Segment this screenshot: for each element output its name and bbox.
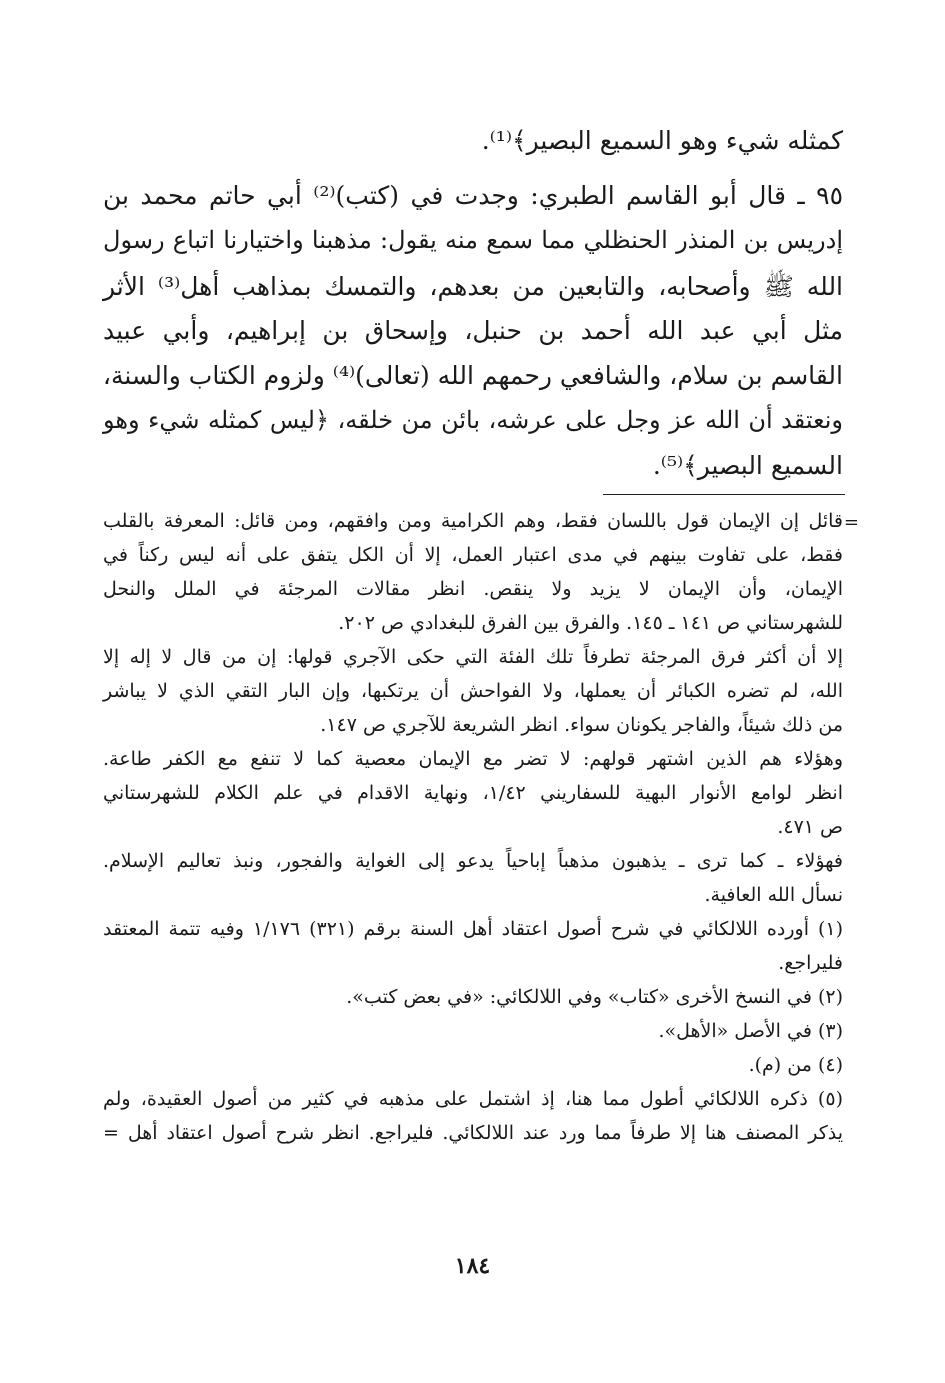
footnote-line: (٥) ذكره اللالكائي أطول مما هنا، إذ اشتمل على مذهبه في كثير من أصول العقيدة، ولم (103, 1088, 843, 1110)
footnote-line: (٤) من (م). (748, 1054, 843, 1076)
footnote-line: نسأل الله العافية. (704, 884, 843, 906)
footnote-line: من ذلك شيئاً، والفاجر يكونان سواء. انظر الشريعة للآجري ص ١٤٧. (320, 714, 843, 736)
footnote-line: يذكر المصنف هنا إلا طرفاً مما ورد عند اللالكائي. فليراجع. انظر شرح أصول اعتقاد أهل = (103, 1122, 843, 1144)
main-text-line: إدريس بن المنذر الحنظلي مما سمع منه يقول: مذهبنا واختيارنا اتباع رسول (103, 226, 843, 254)
main-text-line: مثل أبي عبد الله أحمد بن حنبل، وإسحاق بن إبراهيم، وأبي عبيد (103, 316, 843, 345)
footnote-line: (١) أورده اللالكائي في شرح أصول اعتقاد أهل السنة برقم (٣٢١) ١/١٧٦ وفيه تتمة المعتقد (103, 918, 844, 940)
footnote-line: قائل إن الإيمان قول باللسان فقط، وهم الكرامية ومن وافقهم، ومن قائل: المعرفة بالقلب (103, 510, 843, 532)
footnote-line: وهؤلاء هم الذين اشتهر قولهم: لا تضر مع الإيمان معصية كما لا تنفع مع الكفر طاعة. (103, 748, 843, 770)
main-text-line: ٩٥ ـ قال أبو القاسم الطبري: وجدت في (كتب)⁽²⁾ أبي حاتم محمد بن (103, 181, 844, 210)
footnote-line: فهؤلاء ـ كما ترى ـ يذهبون مذهباً إباحياً يدعو إلى الغواية والفجور، ونبذ تعاليم الإسلام. (103, 850, 843, 872)
footnote-line: ص ٤٧١. (777, 816, 843, 838)
footnote-line: للشهرستاني ص ١٤١ ـ ١٤٥. والفرق بين الفرق للبغدادي ص ٢٠٢. (338, 612, 843, 634)
footnote-line: إلا أن أكثر فرق المرجئة تطرفاً تلك الفئة التي حكى الآجري قولها: إن من قال لا إله إلا (103, 646, 843, 668)
footnote-line: فليراجع. (778, 952, 843, 974)
footnote-line: الله، لم تضره الكبائر أن يعملها، ولا الفواحش أن يرتكبها، وإن البار التقي الذي لا يباشر (103, 680, 843, 702)
main-text-line: القاسم بن سلام، والشافعي رحمهم الله (تعالى)⁽⁴⁾ ولزوم الكتاب والسنة، (102, 361, 843, 390)
continuation-marker: = (843, 512, 859, 533)
footnote-line: فقط، على تفاوت بينهم في مدى اعتبار العمل، إلا أن الكل يتفق على أنه ليس ركناً في (103, 544, 843, 566)
main-text-line: كمثله شيء وهو السميع البصير﴾⁽¹⁾. (481, 126, 843, 155)
page-number: ١٨٤ (454, 1253, 491, 1279)
footnote-line: (٣) في الأصل «الأهل». (658, 1020, 843, 1042)
footnote-separator (603, 494, 845, 495)
main-text-line: الله ﷺ وأصحابه، والتابعين من بعدهم، والتمسك بمذاهب أهل⁽³⁾ الأثر (103, 272, 844, 301)
main-text-line: ونعتقد أن الله عز وجل على عرشه، بائن من خلقه، ﴿ليس كمثله شيء وهو (103, 406, 843, 434)
main-text-line: السميع البصير﴾⁽⁵⁾. (652, 451, 843, 480)
footnote-line: انظر لوامع الأنوار البهية للسفاريني ١/٤٢، ونهاية الاقدام في علم الكلام للشهرستاني (103, 782, 843, 804)
footnote-line: (٢) في النسخ الأخرى «كتاب» وفي اللالكائي: «في بعض كتب». (346, 986, 843, 1008)
footnote-line: الإيمان، وأن الإيمان لا يزيد ولا ينقص. انظر مقالات المرجئة في الملل والنحل (103, 578, 843, 600)
